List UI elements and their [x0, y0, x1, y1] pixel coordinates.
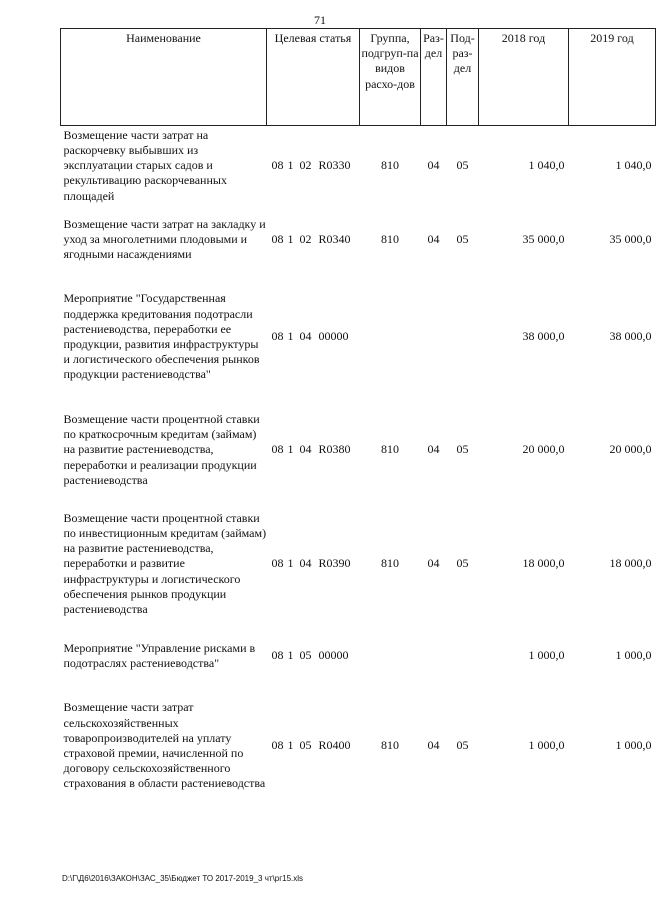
header-group: Группа, подгруп-па видов расхо-дов [360, 29, 421, 126]
code-segment: R0330 [318, 158, 351, 173]
header-year-2019: 2019 год [569, 29, 656, 126]
code-segment: 02 [299, 231, 312, 246]
code-segment: 02 [299, 158, 312, 173]
row-target-code [267, 401, 360, 500]
row-name: Возмещение части затрат на раскорчевку выбывших из эксплуатации старых садов и рекультивацию раскорчеванных площадей [63, 127, 227, 203]
row-group: 810 [381, 738, 399, 753]
row-subsection: 05 [456, 231, 469, 246]
code-segment: R0340 [318, 231, 351, 246]
page-number: 71 [314, 13, 326, 27]
row-section: 04 [427, 231, 440, 246]
table-body [61, 126, 656, 809]
code-segment: 08 [271, 442, 284, 457]
row-group: 810 [381, 158, 399, 173]
row-value-2019: 1 000,0 [615, 738, 652, 753]
table-header [61, 29, 656, 126]
budget-table [60, 28, 656, 809]
row-name: Возмещение части процентной ставки по инвестиционным кредитам (займам) на развитие растениеводства, переработки и развитие инфраструктуры и логистического обеспечения рынков продукции растениеводства [63, 510, 267, 616]
header-code: Целевая статья [267, 29, 360, 126]
row-section: 04 [427, 442, 440, 457]
row-value-2019: 18 000,0 [609, 556, 652, 571]
row-value-2018: 38 000,0 [522, 329, 565, 344]
code-segment: 05 [299, 648, 312, 663]
code-segment: 1 [287, 231, 294, 246]
code-segment: 00000 [318, 648, 349, 663]
row-name: Возмещение части затрат на закладку и уход за многолетними плодовыми и ягодными насаждениями [63, 216, 266, 262]
code-segment: 1 [287, 648, 294, 663]
row-target-code [267, 126, 360, 206]
code-segment: 1 [287, 556, 294, 571]
row-subsection: 05 [456, 556, 469, 571]
table-row [61, 500, 656, 629]
header-section: Раз-дел [421, 29, 447, 126]
table-row [61, 684, 656, 809]
code-segment: 1 [287, 738, 294, 753]
code-segment: 04 [299, 556, 312, 571]
row-subsection: 05 [456, 158, 469, 173]
code-segment: 08 [271, 556, 284, 571]
code-segment: 08 [271, 738, 284, 753]
row-subsection: 05 [456, 442, 469, 457]
row-subsection [447, 274, 479, 401]
row-value-2018: 18 000,0 [522, 556, 565, 571]
row-group: 810 [381, 556, 399, 571]
row-value-2018: 1 000,0 [528, 738, 565, 753]
table-row [61, 274, 656, 401]
row-target-code [267, 206, 360, 274]
row-target-code [267, 274, 360, 401]
row-subsection: 05 [456, 738, 469, 753]
row-value-2018: 1 000,0 [528, 648, 565, 663]
code-segment: 00000 [318, 329, 349, 344]
code-segment: 05 [299, 738, 312, 753]
row-target-code [267, 684, 360, 809]
header-year-2018: 2018 год [479, 29, 569, 126]
row-target-code [267, 500, 360, 629]
header-subsection: Под-раз-дел [447, 29, 479, 126]
row-name: Мероприятие "Управление рисками в подотраслях растениеводства" [63, 640, 256, 670]
row-value-2019: 20 000,0 [609, 442, 652, 457]
row-name: Возмещение части затрат сельскохозяйственных товаропроизводителей на уплату страховой премии, начисленной по договору сельскохозяйственного страхования в области растениеводства [63, 700, 266, 791]
row-group: 810 [381, 231, 399, 246]
code-segment: 08 [271, 158, 284, 173]
code-segment: R0380 [318, 442, 351, 457]
table-row [61, 126, 656, 206]
row-section: 04 [427, 738, 440, 753]
row-section: 04 [427, 158, 440, 173]
code-segment: 08 [271, 648, 284, 663]
code-segment: 1 [287, 329, 294, 344]
code-segment: 04 [299, 442, 312, 457]
header-name: Наименование [61, 29, 267, 126]
code-segment: 08 [271, 329, 284, 344]
code-segment: R0390 [318, 556, 351, 571]
row-value-2019: 38 000,0 [609, 329, 652, 344]
code-segment: 08 [271, 231, 284, 246]
table-row [61, 629, 656, 684]
row-value-2018: 35 000,0 [522, 231, 565, 246]
row-target-code [267, 629, 360, 684]
code-segment: 1 [287, 158, 294, 173]
table-row [61, 401, 656, 500]
row-value-2018: 20 000,0 [522, 442, 565, 457]
row-section [421, 629, 447, 684]
code-segment: 04 [299, 329, 312, 344]
row-value-2019: 1 040,0 [615, 158, 652, 173]
code-segment: R0400 [318, 738, 351, 753]
row-group [360, 629, 421, 684]
row-subsection [447, 629, 479, 684]
row-name: Возмещение части процентной ставки по краткосрочным кредитам (займам) на развитие растениеводства, переработки и реализации продукции растениеводства [63, 411, 260, 487]
row-group [360, 274, 421, 401]
row-name: Мероприятие "Государственная поддержка кредитования подотрасли растениеводства, переработки ее продукции, развития инфраструктуры и логистического обеспечения рынков продукции растениеводства" [63, 291, 260, 382]
code-segment: 1 [287, 442, 294, 457]
row-value-2019: 35 000,0 [609, 231, 652, 246]
row-value-2018: 1 040,0 [528, 158, 565, 173]
row-section [421, 274, 447, 401]
file-path-footer: D:\Г\Д6\2016\ЗАКОН\ЗАС_35\Бюджет ТО 2017-2019_3 чт\рг15.xls [62, 874, 304, 883]
table-row [61, 206, 656, 274]
row-section: 04 [427, 556, 440, 571]
row-group: 810 [381, 442, 399, 457]
row-value-2019: 1 000,0 [615, 648, 652, 663]
